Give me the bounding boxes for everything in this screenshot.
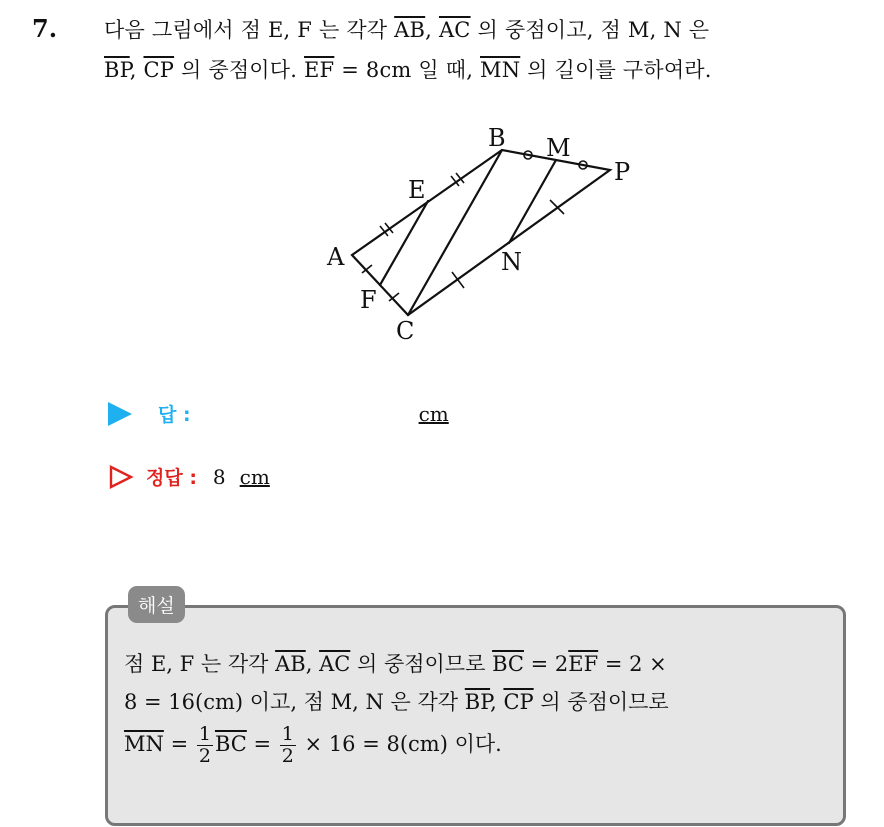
correct-answer-row: [108, 463, 270, 490]
label-m: M: [546, 134, 571, 162]
segment-mn: [509, 160, 556, 243]
label-e: E: [408, 176, 426, 204]
overline-segment-mn: $\overline{MN}$: [480, 58, 521, 82]
solution-line-3: $\overline{MN}$ = $\frac{1}{2}$ $\overline{BC}$ = $\frac{1}{2}$ × 16 = 8(cm) 이다.: [124, 723, 502, 767]
overline-segment-ab: $\overline{AB}$: [394, 18, 426, 42]
text-run: ,: [425, 18, 439, 42]
text-run: = 2: [523, 652, 569, 676]
text-run: 의 길이를 구하여라.: [520, 58, 712, 82]
label-c: C: [396, 317, 415, 345]
overline-segment-ac: $\overline{AC}$: [438, 18, 471, 42]
overline-bc: $\overline{BC}$: [214, 731, 247, 756]
solution-line-1: [124, 648, 667, 678]
solution-tab: 해설: [128, 586, 185, 623]
segment-ef: [380, 201, 428, 285]
text-run: 다음 그림에서 점 E, F 는 각각: [104, 18, 395, 42]
label-p: P: [614, 158, 631, 186]
overline-segment-bp: $\overline{BP}$: [464, 690, 491, 714]
text-run: 의 중점이고, 점 M, N 은: [470, 18, 710, 42]
text-run: = 2 ×: [598, 652, 667, 676]
text-run: 8 = 16(cm) 이고, 점 M, N 은 각각: [124, 690, 465, 714]
overline-mn: $\overline{MN}$: [124, 731, 164, 756]
fraction-half-1: $\frac{1}{2}$: [198, 723, 211, 767]
overline-segment-cp: $\overline{CP}$: [503, 690, 534, 714]
text-run: ,: [305, 652, 320, 676]
fraction-half-2: $\frac{1}{2}$: [281, 723, 294, 767]
text-run: ,: [129, 58, 144, 82]
solution-line-2: [124, 686, 669, 716]
label-a: A: [327, 243, 345, 271]
label-f: F: [360, 286, 377, 314]
label-b: B: [488, 124, 506, 152]
text-run: = 8cm 일 때,: [334, 58, 480, 82]
play-arrow-icon: [108, 402, 132, 426]
overline-segment-ab: $\overline{AB}$: [275, 652, 306, 676]
outline-arrow-icon: [108, 464, 134, 490]
overline-segment-ef: $\overline{EF}$: [304, 58, 335, 82]
text-run: 의 중점이므로: [350, 652, 493, 676]
parallelogram-outline: [352, 150, 610, 315]
overline-segment-ac: $\overline{AC}$: [319, 652, 351, 676]
overline-segment-bc: $\overline{BC}$: [492, 652, 524, 676]
text-run: 의 중점이다.: [174, 58, 305, 82]
text-run: 점 E, F 는 각각: [124, 652, 276, 676]
geometry-figure: [0, 0, 884, 380]
correct-answer-unit: cm: [239, 464, 270, 489]
text-run: 의 중점이므로: [533, 690, 669, 714]
label-n: N: [501, 248, 522, 276]
overline-segment-bp: $\overline{BP}$: [104, 58, 130, 82]
correct-answer-value: 8: [212, 464, 226, 489]
segment-bc: [408, 150, 502, 315]
question-number: 7.: [32, 14, 58, 43]
overline-segment-cp: $\overline{CP}$: [143, 58, 175, 82]
answer-unit: cm: [418, 401, 449, 426]
text-run: ,: [490, 690, 504, 714]
answer-label: 답 :: [158, 404, 191, 426]
correct-answer-label: 정답 :: [146, 467, 197, 489]
answer-row: [108, 400, 449, 427]
overline-segment-ef: $\overline{EF}$: [568, 652, 599, 676]
